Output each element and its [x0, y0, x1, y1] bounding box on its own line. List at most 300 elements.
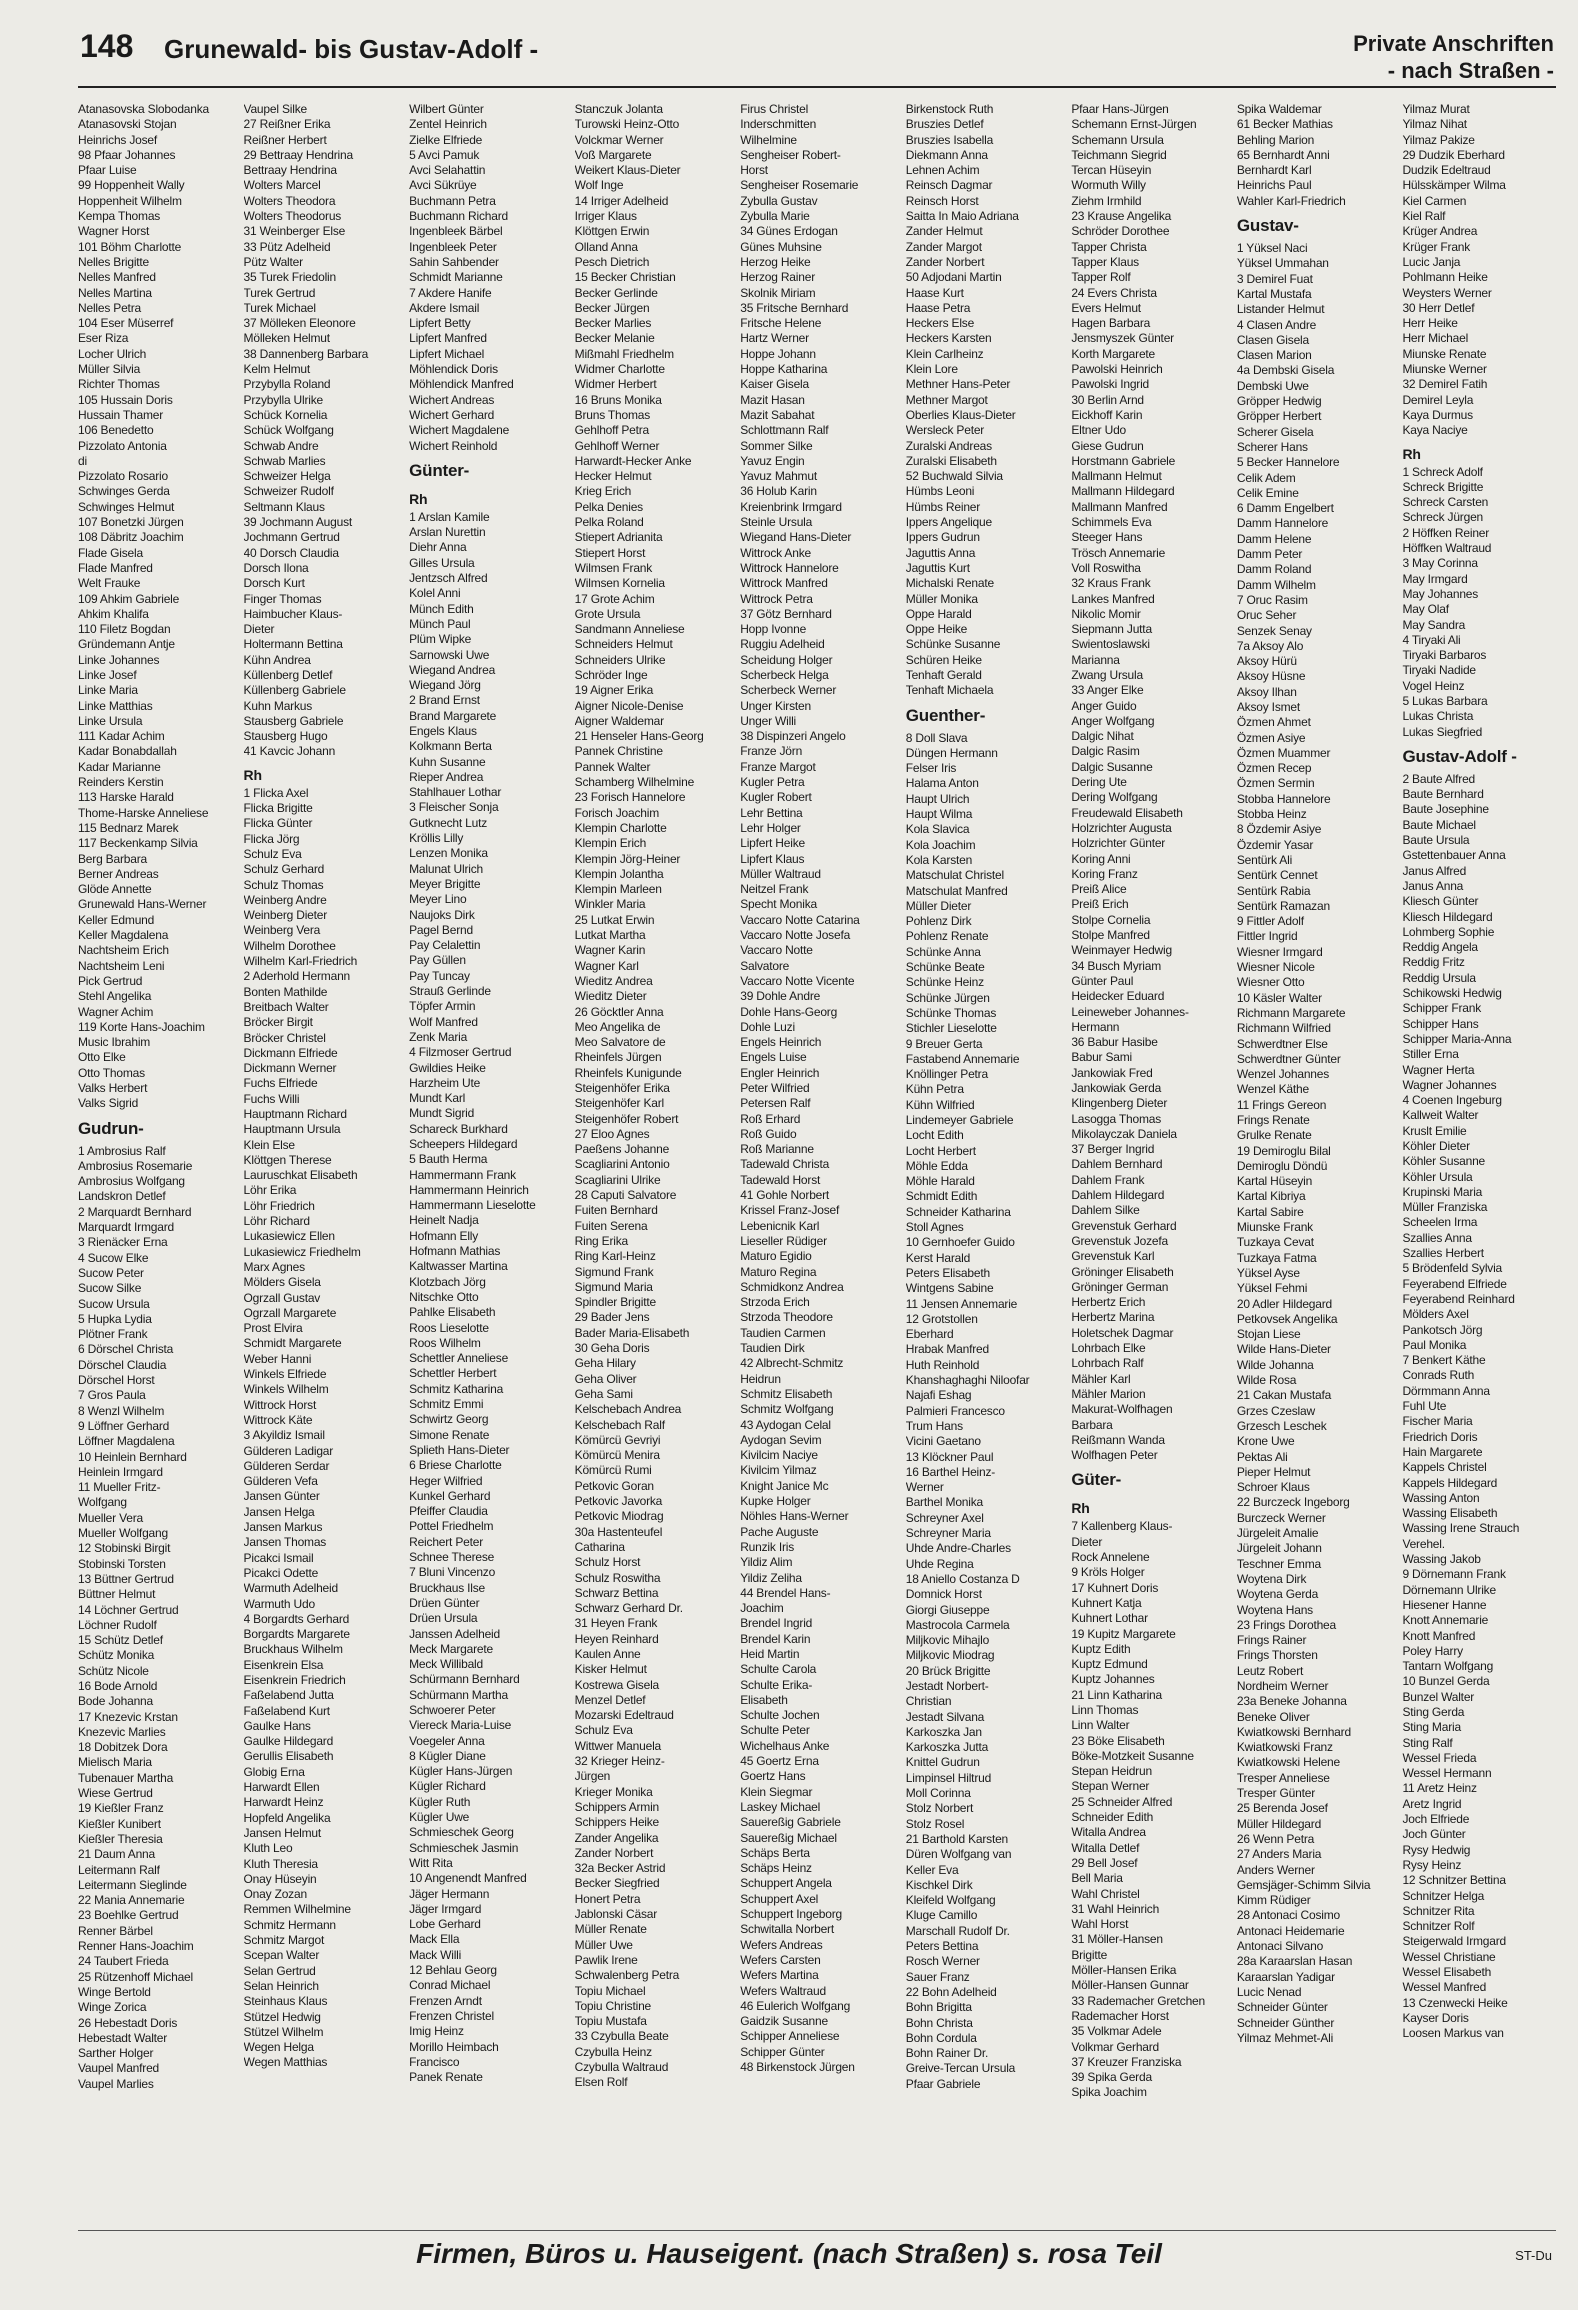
address-entry: Tresper Anneliese [1236, 1770, 1330, 1785]
address-entry: Wittrock Hannelore [740, 560, 839, 575]
address-entry: Schwerdtner Günter [1236, 1051, 1341, 1066]
address-entry: 32 Krieger Heinz- [574, 1754, 665, 1769]
address-entry: Marschall Rudolf Dr. [905, 1923, 1010, 1938]
address-entry: Teschner Emma [1236, 1556, 1321, 1571]
address-entry: Diekmann Anna [905, 147, 988, 162]
address-entry: Heckers Else [905, 316, 975, 331]
address-entry: Tapper Klaus [1071, 254, 1139, 269]
address-entry: Dahlem Hildegard [1071, 1188, 1165, 1203]
address-entry: 33 Anger Elke [1071, 683, 1144, 698]
address-entry: Özmen Sermin [1236, 776, 1315, 791]
address-entry: Mikolayczak Daniela [1071, 1126, 1177, 1141]
address-entry: Joch Elfriede [1402, 1812, 1470, 1827]
address-entry: Wilhelm Karl-Friedrich [243, 954, 358, 969]
address-entry: Drüen Günter [409, 1595, 480, 1610]
address-entry: Tubenauer Martha [78, 1770, 174, 1785]
address-entry: Aksoy Ilhan [1236, 684, 1297, 699]
address-entry: 36 Babur Hasibe [1071, 1035, 1158, 1050]
address-entry: Schreyner Axel [905, 1510, 984, 1525]
address-entry: Czybulla Heinz [574, 2044, 652, 2059]
address-entry: Sarnowski Uwe [409, 647, 490, 662]
address-entry: Stojan Liese [1236, 1327, 1301, 1342]
address-entry: Heckers Karsten [905, 331, 992, 346]
address-entry: Leitermann Ralf [78, 1862, 160, 1877]
address-entry: Hoppenheit Wilhelm [78, 193, 182, 208]
address-entry: 119 Korte Hans-Joachim [78, 1019, 205, 1034]
address-entry: Lipfert Heike [740, 836, 805, 851]
section-heading-line1: Private Anschriften [1353, 31, 1554, 56]
address-entry: Kugler Robert [740, 790, 812, 805]
address-entry: 10 Gernhoefer Guido [905, 1235, 1015, 1250]
address-entry: Hopfeld Angelika [243, 1810, 331, 1825]
address-entry: Schuppert Axel [740, 1891, 819, 1906]
address-entry: Linn Thomas [1071, 1702, 1139, 1717]
address-entry: Conrads Ruth [1402, 1368, 1475, 1383]
address-entry: Strauß Gerlinde [409, 984, 491, 999]
address-entry: Vaupel Marlies [78, 2076, 154, 2091]
address-entry: Steeger Hans [1071, 530, 1143, 545]
address-entry: Schnitzer Rolf [1402, 1919, 1475, 1934]
address-entry: Turowski Heinz-Otto [574, 117, 680, 132]
address-entry: Voegeler Anna [409, 1733, 485, 1748]
address-entry: Lukasiewicz Friedhelm [243, 1244, 361, 1259]
address-entry: Lipfert Michael [409, 346, 485, 361]
address-entry: 41 Kavcic Johann [243, 744, 336, 759]
address-entry: Lutkat Martha [574, 928, 646, 943]
address-entry: Becker Melanie [574, 331, 655, 346]
address-entry: Miljkovic Miodrag [905, 1648, 995, 1663]
address-entry: Sentürk Ali [1236, 852, 1293, 867]
address-entry: Kühn Wilfried [905, 1097, 975, 1112]
address-entry: 23 Forisch Hannelore [574, 790, 686, 805]
address-entry: Miljkovic Mihajlo [905, 1633, 990, 1648]
address-entry: 18 Aniello Costanza D [905, 1571, 1020, 1586]
address-entry: Pizzolato Antonia [78, 438, 167, 453]
address-entry: Müller Franziska [1402, 1200, 1488, 1215]
address-entry: Mazit Sabahat [740, 407, 815, 422]
address-entry: Peters Bettina [905, 1939, 979, 1954]
address-entry: Otto Elke [78, 1050, 126, 1065]
address-entry: Sucow Ursula [78, 1296, 150, 1311]
address-entry: Kisker Helmut [574, 1662, 647, 1677]
address-entry: Anger Guido [1071, 698, 1137, 713]
address-entry: Heger Wilfried [409, 1473, 483, 1488]
address-entry: Mallmann Helmut [1071, 469, 1162, 484]
address-entry: 48 Birkenstock Jürgen [740, 2060, 855, 2074]
address-entry: Hoppe Johann [740, 346, 816, 361]
address-entry: Yavuz Engin [740, 453, 805, 468]
address-entry: Gaulke Hans [243, 1718, 311, 1733]
address-entry: Horst [740, 163, 768, 178]
address-entry: 6 Damm Engelbert [1236, 501, 1334, 516]
address-entry: Avci Selahattin [409, 163, 486, 178]
address-entry: Wilde Johanna [1236, 1357, 1314, 1372]
address-entry: Dieter [243, 622, 275, 637]
address-entry: 19 Kupitz Margarete [1071, 1626, 1176, 1641]
address-entry: Herzog Rainer [740, 270, 815, 285]
address-entry: Tadewald Christa [740, 1157, 830, 1172]
address-entry: Grevenstuk Jozefa [1071, 1233, 1168, 1248]
address-entry: 99 Hoppenheit Wally [78, 178, 185, 193]
address-entry: Gaulke Hildegard [243, 1734, 334, 1749]
address-entry: Remmen Wilhelmine [243, 1902, 351, 1917]
address-entry: Schüren Heike [905, 652, 982, 667]
address-entry: Lehr Bettina [740, 805, 803, 820]
address-entry: Schwoerer Peter [409, 1702, 496, 1717]
address-entry: Wessel Frieda [1402, 1750, 1477, 1765]
address-entry: 22 Bohn Adelheid [905, 1984, 997, 1999]
address-entry: Hain Margarete [1402, 1444, 1483, 1459]
address-entry: 30 Geha Doris [574, 1341, 650, 1356]
address-entry: Wolters Marcel [243, 178, 321, 193]
address-entry: Locht Edith [905, 1128, 964, 1143]
address-entry: 4 Clasen Andre [1236, 317, 1317, 332]
address-entry: Zybulla Gustav [740, 193, 818, 208]
address-entry: Janssen Adelheid [409, 1626, 500, 1641]
address-entry: Hartz Werner [740, 331, 809, 346]
address-entry: Preiß Erich [1071, 897, 1129, 912]
address-entry: 38 Dannenberg Barbara [243, 346, 369, 361]
address-entry: Lieseller Rüdiger [740, 1233, 827, 1248]
address-entry: Mähler Karl [1071, 1371, 1131, 1386]
address-entry: Demirel Leyla [1402, 392, 1474, 407]
address-entry: Schnee Therese [409, 1550, 495, 1565]
address-entry: Schünke Susanne [905, 637, 1001, 652]
address-entry: Pahlke Elisabeth [409, 1305, 496, 1320]
address-entry: Topiu Christine [574, 1998, 652, 2013]
address-entry: Celik Adem [1236, 470, 1296, 485]
address-entry: Feyerabend Elfriede [1402, 1276, 1507, 1291]
address-entry: Kostrewa Gisela [574, 1677, 660, 1692]
header-divider [78, 86, 1556, 88]
address-entry: Möhlendick Manfred [409, 377, 514, 392]
address-entry: Stiller Erna [1402, 1047, 1459, 1062]
address-entry: Reddig Ursula [1402, 970, 1476, 985]
address-entry: Wittrock Manfred [740, 576, 828, 591]
address-entry: Kömürcü Rumi [574, 1463, 652, 1478]
address-entry: Baute Josephine [1402, 802, 1489, 817]
address-entry: Jensmyszek Günter [1071, 331, 1174, 346]
address-entry: Teichmann Siegrid [1071, 147, 1167, 162]
address-entry: Meyer Lino [409, 892, 467, 907]
address-entry: 2 Aderhold Hermann [243, 969, 351, 984]
address-entry: Barbara [1071, 1417, 1113, 1432]
address-entry: Schettler Herbert [409, 1366, 497, 1381]
address-entry: Clasen Marion [1236, 348, 1312, 363]
address-entry: 26 Hebestadt Doris [78, 2015, 178, 2030]
address-entry: Dorsch Kurt [243, 576, 305, 591]
address-entry: Plüm Wipke [409, 632, 472, 647]
address-entry: Kuhnert Lothar [1071, 1611, 1148, 1626]
address-entry: Irriger Klaus [574, 209, 637, 224]
address-entry: 35 Turek Friedolin [243, 270, 336, 285]
address-entry: 4 Filzmoser Gertrud [409, 1045, 512, 1060]
address-entry: 32 Kraus Frank [1071, 576, 1151, 591]
address-entry: Kaya Naciye [1402, 423, 1468, 438]
address-entry: Herbertz Erich [1071, 1295, 1146, 1310]
address-entry: Lebenicnik Karl [740, 1218, 820, 1233]
address-entry: Scheidung Holger [740, 652, 833, 667]
address-entry: Imig Heinz [409, 2024, 464, 2039]
address-entry: Wolfgang [78, 1495, 127, 1510]
address-entry: Valks Herbert [78, 1081, 148, 1095]
address-entry: Breitbach Walter [243, 999, 329, 1014]
address-entry: Frenzen Arndt [409, 1993, 482, 2008]
address-entry: 5 Bauth Herma [409, 1152, 488, 1167]
address-entry: May Sandra [1402, 617, 1466, 632]
address-entry: Richter Thomas [78, 377, 160, 392]
address-entry: Schmidkonz Andrea [740, 1279, 844, 1294]
address-entry: Damm Hannelore [1236, 516, 1329, 531]
address-entry: Kelschebach Ralf [574, 1417, 665, 1432]
address-entry: Widmer Charlotte [574, 362, 665, 377]
address-entry: Szallies Anna [1402, 1230, 1472, 1245]
address-entry: Schipper Anneliese [740, 2029, 840, 2044]
address-entry: Wessel Christiane [1402, 1949, 1496, 1964]
address-entry: Richmann Wilfried [1236, 1021, 1331, 1036]
address-entry: Krüger Frank [1402, 239, 1471, 254]
address-entry: Becker Gerlinde [574, 285, 658, 300]
address-entry: Sauereßig Michael [740, 1830, 837, 1845]
address-entry: Wiesner Irmgard [1236, 944, 1323, 959]
address-entry: Dohle Luzi [740, 1019, 795, 1034]
address-entry: Jankowiak Gerda [1071, 1081, 1162, 1095]
address-entry: Flade Gisela [78, 545, 143, 560]
address-entry: Wefers Waltraud [740, 1983, 826, 1998]
address-entry: Palmieri Francesco [905, 1403, 1005, 1418]
address-entry: Kwiatkowski Bernhard [1236, 1724, 1351, 1739]
address-entry: Wessel Elisabeth [1402, 1965, 1492, 1980]
address-entry: Kreienbrink Irmgard [740, 499, 842, 514]
address-entry: Matschulat Christel [905, 868, 1005, 883]
address-entry: Hümbs Reiner [905, 499, 981, 514]
address-entry: Mißmahl Friedhelm [574, 346, 674, 361]
address-entry: Pfaar Hans-Jürgen [1071, 102, 1169, 116]
address-entry: Halama Anton [905, 776, 979, 791]
address-entry: Jaguttis Kurt [905, 560, 970, 575]
address-entry: Ippers Gudrun [905, 530, 980, 545]
address-entry: Herzog Heike [740, 254, 811, 269]
address-entry: Schweizer Helga [243, 469, 331, 484]
address-entry: Dalgic Susanne [1071, 759, 1153, 774]
address-entry: 25 Lutkat Erwin [574, 912, 655, 927]
address-entry: Landskron Detlef [78, 1189, 166, 1204]
address-entry: Wassing Irene Strauch [1402, 1521, 1520, 1536]
address-entry: 37 Mölleken Eleonore [243, 316, 356, 331]
address-entry: Listander Helmut [1236, 302, 1325, 317]
street-heading: Güter- [1071, 1470, 1122, 1490]
address-entry: Zenk Maria [409, 1029, 468, 1044]
address-entry: Weikert Klaus-Dieter [574, 163, 681, 178]
address-entry: Dörmmann Anna [1402, 1383, 1490, 1398]
address-entry: Kluth Theresia [243, 1856, 318, 1871]
address-entry: Keller Magdalena [78, 928, 169, 943]
address-entry: Kügler Hans-Jürgen [409, 1764, 513, 1779]
address-entry: Lukas Siegfried [1402, 724, 1483, 739]
address-entry: Schmidt Marianne [409, 270, 503, 285]
address-entry: Schmitz Wolfgang [740, 1402, 834, 1417]
directory-column [1402, 102, 1556, 2214]
address-entry: Wersleck Peter [905, 423, 985, 438]
address-entry: Müller Monika [905, 591, 978, 606]
address-entry: Renner Bärbel [78, 1923, 153, 1938]
address-entry: 7 Gros Paula [78, 1388, 146, 1403]
address-entry: Stolz Rosel [905, 1816, 965, 1831]
address-entry: Loosen Markus van [1402, 2026, 1504, 2041]
address-entry: Widmer Herbert [574, 377, 657, 392]
address-entry: Pick Gertrud [78, 973, 143, 988]
address-entry: Yilmaz Pakize [1402, 132, 1475, 147]
address-entry: May Olaf [1402, 602, 1449, 617]
street-section-label: Rh [1402, 445, 1421, 462]
address-entry: Kuptz Johannes [1071, 1672, 1155, 1687]
address-entry: 28 Caputi Salvatore [574, 1188, 677, 1203]
address-entry: Heinlein Irmgard [78, 1464, 163, 1479]
address-entry: Klempin Charlotte [574, 820, 667, 835]
address-entry: Dorsch Ilona [243, 560, 309, 575]
address-entry: Linke Ursula [78, 713, 143, 728]
address-entry: Dalgic Rasim [1071, 744, 1140, 759]
address-entry: Beneke Oliver [1236, 1709, 1310, 1724]
address-entry: Reddig Fritz [1402, 955, 1465, 970]
address-entry: Wagner Horst [78, 224, 150, 239]
address-entry: Lucic Janja [1402, 254, 1461, 269]
address-entry: Elisabeth [740, 1692, 788, 1707]
address-entry: Spika Waldemar [1236, 102, 1322, 116]
address-entry: Stobinski Torsten [78, 1556, 166, 1571]
address-entry: 32a Becker Astrid [574, 1861, 666, 1876]
address-entry: Müller Uwe [574, 1937, 633, 1952]
address-entry: Fischer Maria [1402, 1414, 1473, 1429]
address-entry: Arslan Nurettin [409, 525, 486, 540]
address-entry: Heidrun [740, 1371, 781, 1386]
address-entry: Sucow Silke [78, 1281, 142, 1296]
address-entry: Kimm Rüdiger [1236, 1893, 1311, 1908]
address-entry: 1 Schreck Adolf [1402, 464, 1483, 479]
address-entry: Küllenberg Gabriele [243, 683, 346, 698]
address-entry: Tapper Rolf [1071, 270, 1131, 285]
address-entry: Franze Margot [740, 759, 816, 774]
address-entry: Kola Slavica [905, 822, 970, 837]
address-entry: Sting Ralf [1402, 1735, 1453, 1750]
address-entry: Harzheim Ute [409, 1075, 481, 1090]
address-entry: Zuralski Andreas [905, 438, 992, 453]
address-entry: Sauer Franz [905, 1969, 970, 1984]
address-entry: Gröpper Hedwig [1236, 394, 1322, 409]
address-entry: Warmuth Adelheid [243, 1581, 338, 1596]
address-entry: Otto Thomas [78, 1065, 145, 1080]
address-entry: Wassing Jakob [1402, 1552, 1481, 1567]
address-entry: Menzel Detlef [574, 1692, 646, 1707]
page-title: Grunewald- bis Gustav-Adolf - [164, 34, 539, 64]
address-entry: Sandmann Anneliese [574, 622, 685, 637]
address-entry: Rheinfels Kunigunde [574, 1065, 682, 1080]
address-entry: 6 Dörschel Christa [78, 1342, 174, 1357]
address-entry: 27 Eloo Agnes [574, 1126, 650, 1141]
address-entry: Reinsch Horst [905, 193, 979, 208]
address-entry: Reißmann Wanda [1071, 1432, 1165, 1447]
address-entry: Grote Ursula [574, 606, 641, 621]
address-entry: 10 Angenendt Manfred [409, 1871, 527, 1886]
address-entry: Schmitz Elisabeth [740, 1386, 833, 1401]
address-entry: Wilde Hans-Dieter [1236, 1342, 1331, 1357]
address-entry: 31 Wahl Heinrich [1071, 1901, 1160, 1916]
address-entry: Hecker Helmut [574, 469, 652, 484]
address-entry: Kömürcü Menira [574, 1448, 660, 1463]
page-number: 148 [80, 28, 134, 64]
address-entry: Morillo Heimbach [409, 2039, 499, 2054]
address-entry: Wilbert Günter [409, 102, 484, 116]
address-entry: Sauereßig Gabriele [740, 1815, 841, 1830]
address-entry: Zuralski Elisabeth [905, 453, 997, 468]
address-entry: Petkovic Miodrag [574, 1509, 664, 1524]
address-entry: Skolnik Miriam [740, 285, 816, 300]
address-entry: Schmitz Hermann [243, 1917, 336, 1932]
address-entry: Dickmann Elfriede [243, 1045, 338, 1060]
address-entry: Haimbucher Klaus- [243, 606, 343, 621]
address-entry: Jestadt Norbert- [905, 1678, 989, 1693]
address-entry: 43 Aydogan Celal [740, 1417, 831, 1432]
address-entry: Wiesner Nicole [1236, 960, 1315, 975]
address-entry: Wieditz Dieter [574, 989, 647, 1004]
address-entry: Miunske Frank [1236, 1220, 1313, 1235]
address-entry: Babur Sami [1071, 1050, 1133, 1065]
address-entry: 37 Kreuzer Franziska [1071, 2054, 1182, 2069]
address-entry: Koring Anni [1071, 851, 1131, 866]
address-entry: 3 Akyildiz Ismail [243, 1428, 325, 1443]
address-entry: 113 Harske Harald [78, 790, 174, 805]
address-entry: Tercan Hüseyin [1071, 163, 1152, 178]
address-entry: Eisenkrein Friedrich [243, 1672, 346, 1687]
address-entry: 34 Busch Myriam [1071, 958, 1162, 973]
address-entry: Kupke Holger [740, 1494, 811, 1509]
address-entry: Honert Petra [574, 1891, 641, 1906]
address-entry: Wahler Karl-Friedrich [1236, 193, 1346, 208]
address-entry: Ziehm Irmhild [1071, 193, 1142, 208]
address-entry: 44 Brendel Hans- [740, 1585, 831, 1600]
address-entry: Yildiz Zeliha [740, 1570, 802, 1585]
address-entry: 19 Demiroglu Bilal [1236, 1143, 1331, 1158]
address-entry: Kluge Camillo [905, 1908, 978, 1923]
address-entry: Scherer Gisela [1236, 424, 1314, 439]
address-entry: Wilmsen Kornelia [574, 576, 665, 591]
address-entry: Schreyner Maria [905, 1526, 991, 1541]
address-entry: Schröder Dorothee [1071, 224, 1170, 239]
address-entry: Woytena Gerda [1236, 1587, 1319, 1602]
address-entry: Herr Michael [1402, 331, 1469, 346]
address-entry: Heinelt Nadja [409, 1213, 479, 1228]
address-entry: Pannek Christine [574, 744, 663, 759]
address-entry: 1 Ambrosius Ralf [78, 1143, 166, 1158]
address-entry: Dohle Hans-Georg [740, 1004, 838, 1019]
address-entry: Dörschel Horst [78, 1373, 155, 1388]
address-entry: Schulz Thomas [243, 877, 324, 892]
address-entry: Linke Josef [78, 667, 137, 682]
street-heading: Gustav- [1236, 216, 1299, 236]
address-entry: Nitschke Otto [409, 1289, 479, 1304]
address-entry: Reinsch Dagmar [905, 178, 993, 193]
address-entry: Stepan Heidrun [1071, 1764, 1152, 1779]
address-entry: Schippers Heike [574, 1815, 660, 1830]
address-entry: 16 Bode Arnold [78, 1678, 158, 1693]
address-entry: Fuchs Elfriede [243, 1076, 318, 1091]
address-entry: Picakci Ismail [243, 1550, 314, 1565]
address-entry: Dieter [1071, 1534, 1103, 1549]
address-entry: Pelka Roland [574, 515, 644, 530]
address-entry: Wagner Achim [78, 1004, 154, 1019]
address-entry: Mallmann Manfred [1071, 499, 1168, 514]
address-entry: Kröllis Lilly [409, 831, 464, 846]
